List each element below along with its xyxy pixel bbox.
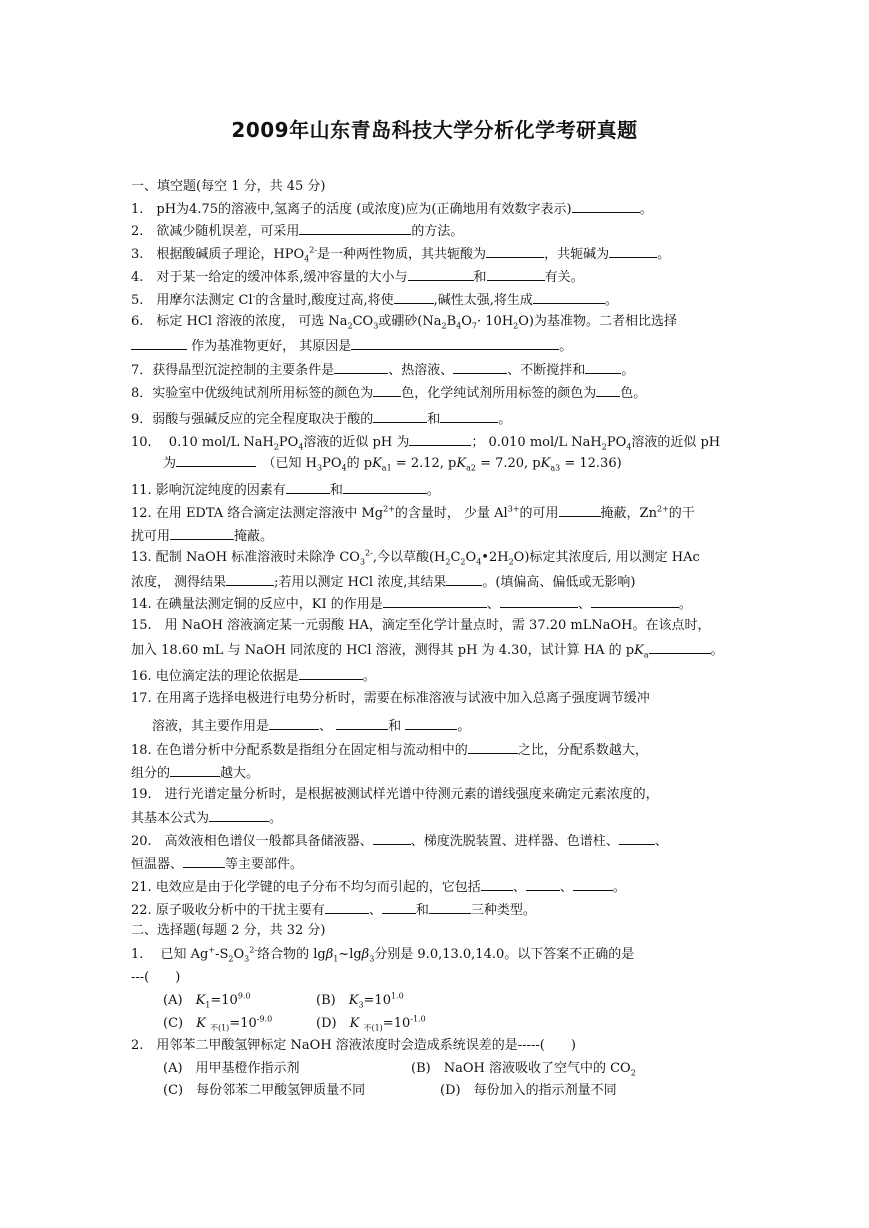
question-2-2: 2. 用邻苯二甲酸氢钾标定 NaOH 溶液浓度时会造成系统误差的是-----( ) xyxy=(131,1038,576,1053)
question-1-1: 1. pH为4.75的溶液中,氢离子的活度 (或浓度)应为(正确地用有效数字表示) 。 xyxy=(131,199,741,219)
option-2-2-a: (A) 用甲基橙作指示剂 xyxy=(163,1061,300,1076)
question-1-12: 12. 在用 EDTA 络合滴定法测定溶液中 $Mg^{2+}$的含量时， 少量 $Al^{3+}$的可用 掩蔽，$Zn^{2+}$的干 xyxy=(131,504,695,521)
option-2-2-c: (C) 每份邻苯二甲酸氢钾质量不同 xyxy=(163,1083,366,1098)
question-1-9: 9．弱酸与强碱反应的完全程度取决于酸的 和 。 xyxy=(131,409,741,429)
question-1-19-cont: 其基本公式为 。 xyxy=(131,808,741,828)
option-2-1-c: (C) K $_{不(1)}=10^{-9.0}$ xyxy=(163,1014,273,1033)
option-2-1-b: (B) $K_3=10^{1.0}$ xyxy=(316,991,404,1010)
section-2-heading: 二、选择题(每题 2 分，共 32 分) xyxy=(131,923,326,938)
question-1-22: 22. 原子吸收分析中的干扰主要有 、 和 三种类型。 xyxy=(131,900,741,920)
section-1-heading: 一、填空题(每空 1 分，共 45 分) xyxy=(131,179,326,194)
option-2-2-b: (B) NaOH 溶液吸收了空气中的 $CO_2$ xyxy=(411,1061,636,1078)
question-1-14: 14. 在碘量法测定铜的反应中，KI 的作用是 、 、 。 xyxy=(131,594,741,614)
question-1-4: 4. 对于某一给定的缓冲体系,缓冲容量的大小与 和 有关。 xyxy=(131,267,741,287)
question-2-1-cont: ---( ) xyxy=(131,970,181,985)
question-1-15-cont: 加入 18.60 mL 与 NaOH 同浓度的 HCl 溶液，测得其 pH 为 4.30，试计算 HA 的 $pK_a$ 。 xyxy=(131,640,741,660)
page-title: 2009年山东青岛科技大学分析化学考研真题 xyxy=(231,118,638,142)
question-2-1: 1. 已知 $Ag^+-S_2O_3^{2-}$络合物的 lgβ$_1$~lgβ$_3$分别是 9.0,13.0,14.0。以下答案不正确的是 xyxy=(131,945,635,964)
question-1-18: 18. 在色谱分析中分配系数是指组分在固定相与流动相中的 之比，分配系数越大， xyxy=(131,740,741,760)
question-1-6-cont: 作为基准物更好， 其原因是 。 xyxy=(131,336,741,356)
question-1-17-cont: 溶液，其主要作用是 、 和 。 xyxy=(152,716,762,736)
option-2-2-d: (D) 每份加入的指示剂量不同 xyxy=(440,1083,617,1098)
question-1-11: 11. 影响沉淀纯度的因素有 和 。 xyxy=(131,480,741,500)
question-1-13-cont: 浓度， 测得结果 ;若用以测定 HCl 浓度,其结果 。(填偏高、偏低或无影响) xyxy=(131,572,741,592)
question-1-20: 20. 高效液相色谱仪一般都具备储液器、 、梯度洗脱装置、进样器、色谱柱、 、 xyxy=(131,831,741,851)
question-1-2: 2. 欲减少随机误差，可采用 的方法。 xyxy=(131,221,741,241)
option-2-1-a: (A) $K_1=10^{9.0}$ xyxy=(163,991,251,1010)
option-2-1-d: (D) K $_{不(1)}=10^{-1.0}$ xyxy=(316,1014,426,1033)
question-1-5: 5. 用摩尔法测定 Cl-的含量时,酸度过高,将使 ,碱性太强,将生成 。 xyxy=(131,291,618,308)
question-1-19: 19. 进行光谱定量分析时，是根据被测试样光谱中待测元素的谱线强度来确定元素浓度的， xyxy=(131,787,659,802)
question-1-10-cont: 为 （已知 $H_3PO_4$的 $pK_{a1} = 2.12$, $pK_{a2} = 7.20$, $pK_{a3} = 12.36$) xyxy=(163,453,773,473)
question-1-16: 16. 电位滴定法的理论依据是 。 xyxy=(131,666,741,686)
question-1-10: 10. 0.10 mol/L $NaH_2PO_4$溶液的近似 pH 为 ； 0.010 mol/L $NaH_2PO_4$溶液的近似 pH xyxy=(131,432,741,452)
question-1-6: 6. 标定 HCl 溶液的浓度， 可选 $Na_2CO_3$或硼砂$(Na_2B_4O_7\cdot 10H_2O)$为基准物。二者相比选择 xyxy=(131,314,677,331)
question-1-20-cont: 恒温器、 等主要部件。 xyxy=(131,854,741,874)
question-1-7: 7．获得晶型沉淀控制的主要条件是 、热溶液、 、不断搅拌和 。 xyxy=(131,360,741,380)
question-1-13: 13. 配制 NaOH 标准溶液时未除净 $CO_3^{2-}$,今以草酸$(H_2C_2O_4•2H_2O)$标定其浓度后, 用以测定 HAc xyxy=(131,548,700,567)
question-1-8: 8．实验室中优级纯试剂所用标签的颜色为 色，化学纯试剂所用标签的颜色为 色。 xyxy=(131,383,741,403)
question-1-17: 17. 在用离子选择电极进行电势分析时，需要在标准溶液与试液中加入总离子强度调节缓冲 xyxy=(131,691,650,706)
question-1-21: 21. 电效应是由于化学键的电子分布不均匀而引起的，它包括 、 、 。 xyxy=(131,877,741,897)
question-1-15: 15. 用 NaOH 溶液滴定某一元弱酸 HA，滴定至化学计量点时，需 37.20 mLNaOH。在该点时， xyxy=(131,618,711,633)
question-1-12-cont: 扰可用 掩蔽。 xyxy=(131,526,741,546)
question-1-3: 3. 根据酸碱质子理论，$HPO_4^{2-}$是一种两性物质，其共轭酸为 ，共轭碱为 。 xyxy=(131,245,671,264)
question-1-18-cont: 组分的 越大。 xyxy=(131,763,741,783)
